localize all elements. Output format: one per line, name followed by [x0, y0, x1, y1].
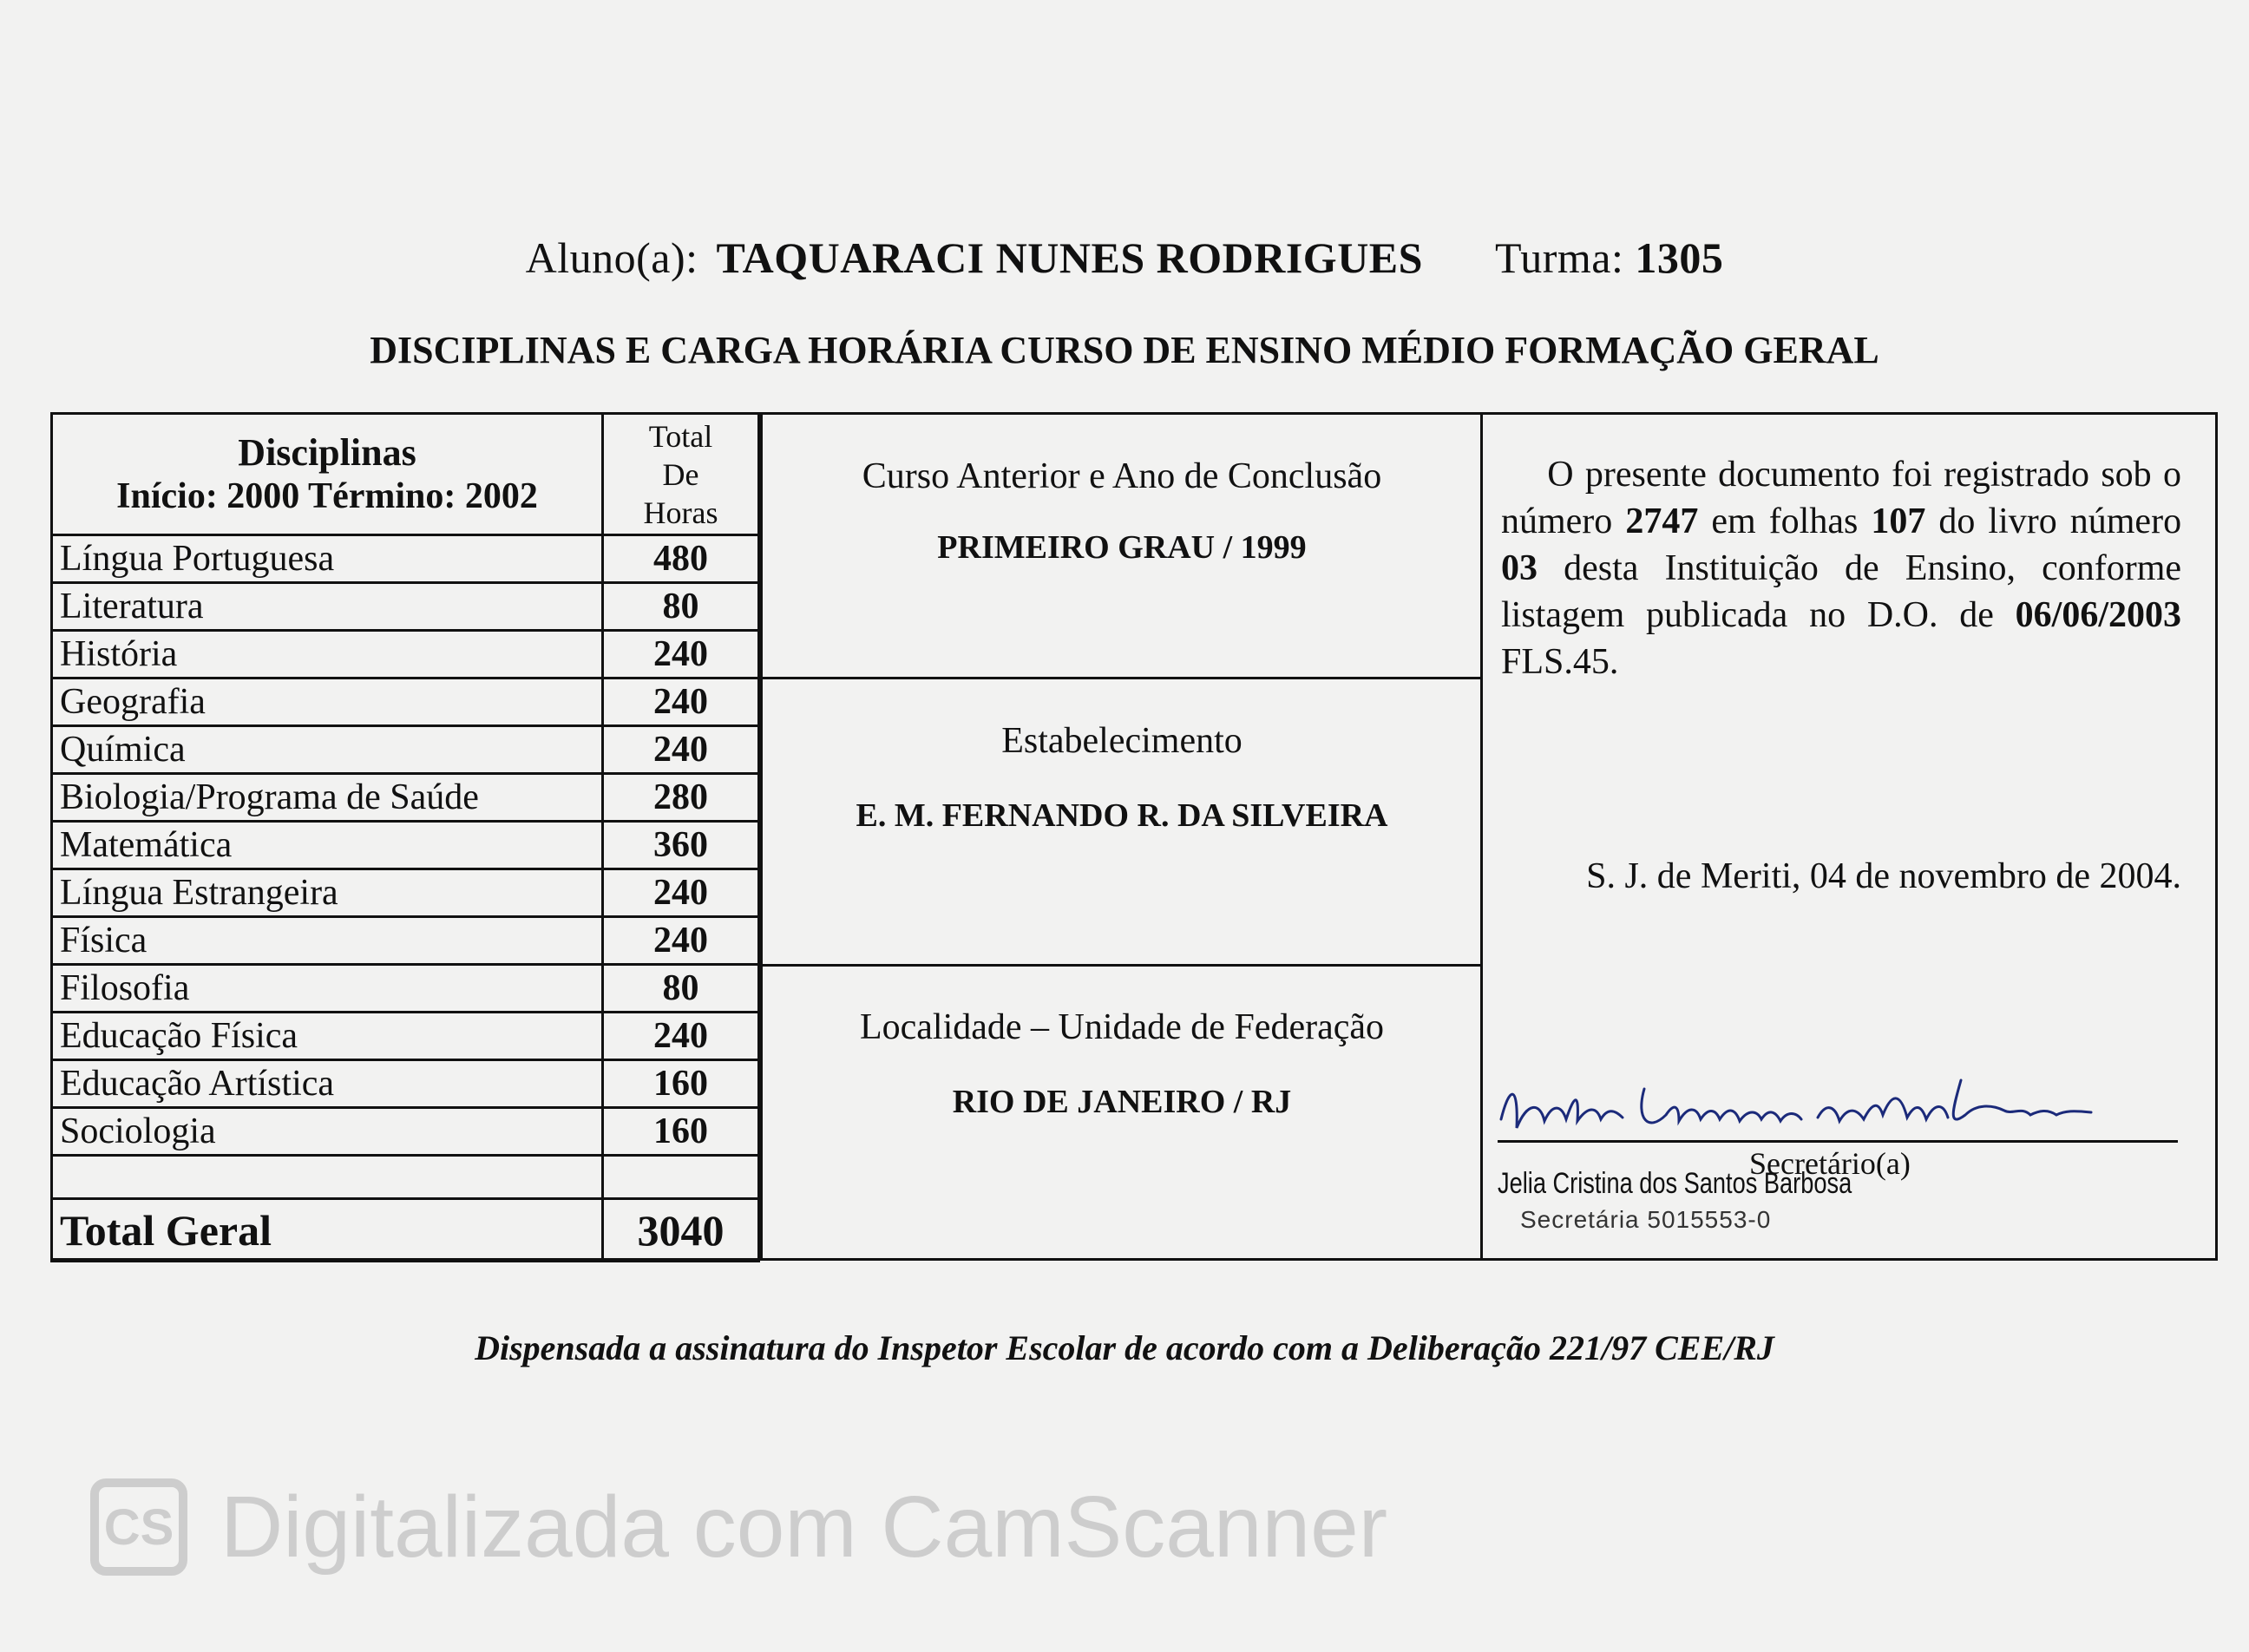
disciplinas-title: Disciplinas: [238, 430, 416, 474]
total-value: 3040: [603, 1199, 759, 1262]
stamp-name: Jelia Cristina dos Santos Barbosa: [1498, 1167, 1852, 1200]
reg-livro: 03: [1501, 548, 1538, 588]
estabelecimento-section: [764, 720, 1480, 835]
hours-cell: 240: [603, 869, 759, 917]
table-row: [52, 535, 759, 583]
subject-cell: Sociologia: [52, 1108, 603, 1156]
aluno-label: Aluno(a):: [525, 233, 698, 282]
table-row: [52, 869, 759, 917]
reg-folhas: 107: [1871, 502, 1926, 541]
table-row: [52, 965, 759, 1013]
hours-cell: 240: [603, 917, 759, 965]
registration-text: [1501, 451, 2181, 685]
grades-table: [50, 412, 760, 1262]
hours-cell: 240: [603, 631, 759, 678]
hours-cell: 80: [603, 965, 759, 1013]
hours-cell: 160: [603, 1060, 759, 1108]
subject-cell: Física: [52, 917, 603, 965]
table-row: [52, 822, 759, 869]
curso-label: Curso Anterior e Ano de Conclusão: [862, 456, 1382, 496]
total-label: Total Geral: [52, 1199, 603, 1262]
table-row: [52, 1060, 759, 1108]
periodo: Início: 2000 Término: 2002: [116, 475, 538, 516]
local-value: RIO DE JANEIRO / RJ: [952, 1084, 1292, 1120]
subject-cell: História: [52, 631, 603, 678]
camscanner-logo-icon: CS: [90, 1478, 187, 1576]
estab-label: Estabelecimento: [1001, 721, 1243, 761]
subject-cell: Língua Estrangeira: [52, 869, 603, 917]
local-label: Localidade – Unidade de Federação: [859, 1007, 1385, 1047]
subject-cell: Química: [52, 726, 603, 774]
empty-cell: [603, 1156, 759, 1199]
subject-cell: Geografia: [52, 678, 603, 726]
column-divider: [1480, 412, 1483, 1261]
grade-rows: [52, 535, 759, 1156]
table-header-row: [52, 414, 759, 535]
subject-cell: Educação Física: [52, 1013, 603, 1060]
hours-cell: 80: [603, 583, 759, 631]
subject-cell: Educação Artística: [52, 1060, 603, 1108]
table-row: [52, 917, 759, 965]
reg-text-3: do livro número: [1938, 502, 2182, 541]
document-subtitle: DISCIPLINAS E CARGA HORÁRIA CURSO DE ENSINO MÉDIO FORMAÇÃO GERAL: [370, 329, 1879, 371]
turma-label: Turma:: [1494, 233, 1624, 282]
disciplinas-header: [52, 414, 603, 535]
table-row: [52, 583, 759, 631]
hours-header-line1: Total: [648, 418, 713, 454]
total-row: [52, 1199, 759, 1262]
stamp-id: Secretária 5015553-0: [1520, 1206, 1772, 1233]
aluno-name: TAQUARACI NUNES RODRIGUES: [716, 233, 1423, 282]
section-divider: [760, 677, 1480, 679]
table-row: [52, 726, 759, 774]
localidade-section: [764, 1006, 1480, 1121]
reg-text-1: O presente documento foi registrado sob o número: [1501, 455, 2181, 541]
hours-cell: 360: [603, 822, 759, 869]
section-divider: [760, 964, 1480, 967]
subject-cell: Língua Portuguesa: [52, 535, 603, 583]
hours-header-line3: Horas: [643, 495, 718, 530]
subject-cell: Biologia/Programa de Saúde: [52, 774, 603, 822]
turma: [1495, 233, 1723, 282]
student-header: [0, 233, 2249, 283]
hours-cell: 240: [603, 1013, 759, 1060]
table-row: [52, 678, 759, 726]
reg-data-do: 06/06/2003: [2015, 595, 2182, 635]
subject-cell: Matemática: [52, 822, 603, 869]
footer-note: Dispensada a assinatura do Inspetor Escolar de acordo com a Deliberação 221/97 CEE/RJ: [475, 1328, 1774, 1367]
signature-line: [1498, 1140, 2178, 1143]
curso-value: PRIMEIRO GRAU / 1999: [937, 529, 1307, 566]
handwritten-signature: [1492, 1067, 2117, 1145]
empty-row: [52, 1156, 759, 1199]
reg-fls: FLS.45.: [1501, 642, 1619, 682]
hours-cell: 480: [603, 535, 759, 583]
table-row: [52, 1108, 759, 1156]
hours-cell: 240: [603, 726, 759, 774]
table-row: [52, 1013, 759, 1060]
subject-cell: Filosofia: [52, 965, 603, 1013]
turma-value: 1305: [1635, 233, 1724, 282]
estab-value: E. M. FERNANDO R. DA SILVEIRA: [856, 797, 1388, 834]
subject-cell: Literatura: [52, 583, 603, 631]
table-row: [52, 774, 759, 822]
hours-header-line2: De: [662, 456, 699, 492]
signature-title: Secretário(a): [1749, 1146, 1911, 1181]
empty-cell: [52, 1156, 603, 1199]
hours-header: [603, 414, 759, 535]
column-divider: [760, 412, 763, 1261]
watermark-text: Digitalizada com CamScanner: [220, 1478, 1388, 1576]
reg-numero: 2747: [1625, 502, 1699, 541]
reg-text-4: desta Instituição de Ensino, conforme listagem publicada no D.O. de: [1501, 548, 2182, 635]
place-date: S. J. de Meriti, 04 de novembro de 2004.: [1586, 856, 2181, 896]
table-row: [52, 631, 759, 678]
hours-cell: 280: [603, 774, 759, 822]
hours-cell: 240: [603, 678, 759, 726]
camscanner-watermark: [90, 1475, 1387, 1579]
hours-cell: 160: [603, 1108, 759, 1156]
curso-anterior-section: [764, 456, 1480, 567]
reg-text-2: em folhas: [1711, 502, 1859, 541]
